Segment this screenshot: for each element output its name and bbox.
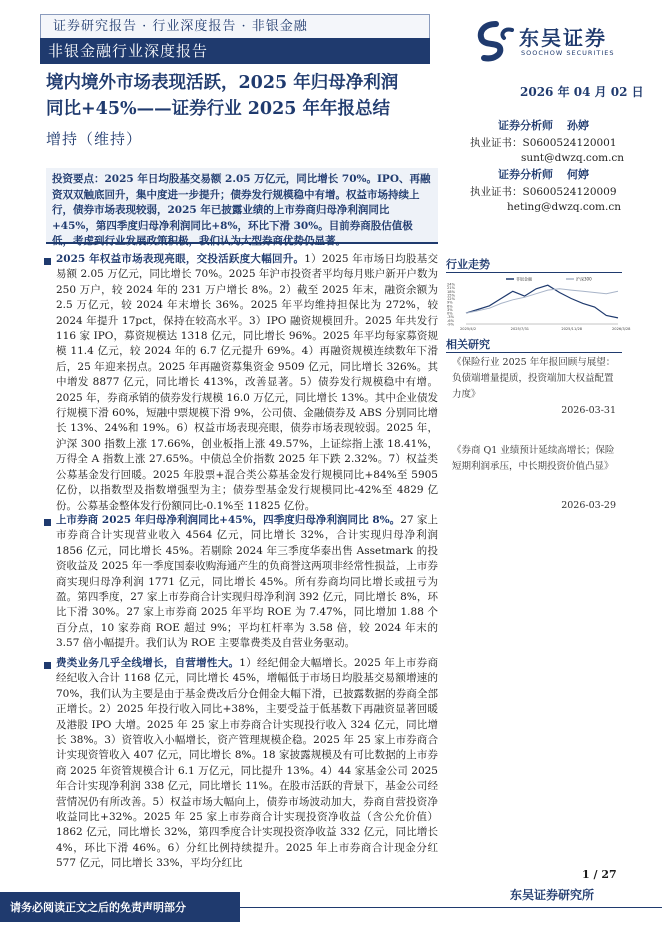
y-tick-label: 24% [447,282,455,287]
report-date: 2026 年 04 月 02 日 [520,85,644,99]
analyst-2-email[interactable]: heting@dwzq.com.cn [507,201,621,213]
chart-title: 行业走势 [446,258,490,271]
section-2-text: 27 家上市券商合计实现营业收入 4564 亿元，同比增长 32%，合计实现归母净利润 1856 亿元，同比增长 45%。若剔除 2024 年三季度华泰出售 Assetmark 的投资收益及 2025 年一季度国泰收购海通产生的负商誉这两项非经常性损益，上市券商实现归母净利润 1771 亿元，同比增长 45%。所有券商均同比增长或扭亏为盈。第四季度，27 家上市券商合计实现归母净利润 392 亿元，同比增长 8%，环比下滑 30%。27 家上市券商 2025 年平均 ROE 为 7.47%，同比增加 1.88 个百分点，10 家券商 ROE 超过 9%；平均杠杆率为 3.58 倍，较 2024 年末的 3.57 倍小幅提升。我们认为 ROE 主要靠费类及自营业务驱动。 [56,514,438,650]
breadcrumb: 证券研究报告 · 行业深度报告 · 非银金融 [40,14,430,38]
related-date: 2026-03-29 [561,500,616,511]
section-1-text: 1）2025 年市场日均股基交易额 2.05 万亿元，同比增长 70%。2025 年沪市投资者平均每月账户新开户数为 250 万户，较 2024 年的 231 万户增长 8%。2）截至 2025 年末，融资余额为 2.5 万亿元，较 2024 年末增长 36%。2025 年平均维持担保比为 272%，较 2024 年提升 17pct，保持在较高水平。3）IPO 融资规模回升。2025 年共发行 116 家 IPO，募资规模达 1318 亿元，同比增长 96%。2025 年平均每家募资规模 11.4 亿元，较 2024 年的 6.7 亿元提升 69%。4）再融资规模连续数年下滑后，25 年迎来拐点。2025 年再融资募集资金 9509 亿元，同比增长 326%。其中增发 8877 亿元，同比增长 413%，改善显著。5）债券发行规模稳中有增。2025 年，券商承销的债券发行规模 16.0 万亿元，同比增长 13%。其中企业债发行规模下滑 60%，短融中票规模下滑 9%，公司债、金融债券及 ABS 分别同比增长 13%、24%和 19%。6）权益市场表现亮眼，债券市场表现较弱。2025 年，沪深 300 指数上涨 17.66%，创业板指上涨 49.57%，上证综指上涨 18.41%，万得全 A 指数上涨 27.65%。中债总全价指数 2025 年下跌 2.32%。7）权益类公募基金发行回暖。2025 年股票+混合类公募基金发行规模同比+84%至 5905 亿份，以指数型及指数增强型为主；债券型基金发行规模同比-42%至 4829 亿份。公募基金整体发行份额同比-0.1%至 11825 亿份。 [56,253,438,512]
x-tick-label: 2026/3/28 [612,327,631,331]
rating: 增持（维持） [46,130,143,148]
y-tick-label: 21% [447,286,455,291]
disclaimer-note: 请务必阅读正文之后的免责声明部分 [10,901,186,914]
series-line-2 [466,289,618,313]
page-number: 1 / 27 [582,868,617,881]
y-tick-label: 18% [447,289,455,294]
legend-label: 非银金融 [516,276,532,282]
section-2 [56,513,438,650]
section-2-lead: 上市券商 2025 年归母净利润同比+45%，四季度归母净利润同比 8%。 [56,514,401,526]
analyst-1-email[interactable]: sunt@dwzq.com.cn [521,152,625,164]
y-tick-label: 9% [447,300,453,305]
y-tick-label: 12% [447,297,455,302]
analyst-2-cert: 执业证书：S0600524120009 [470,186,617,198]
y-tick-label: 0% [447,311,453,316]
y-tick-label: 3% [447,307,453,312]
legend-label: 沪深300 [576,276,592,282]
y-tick-label: -3% [447,315,454,320]
section-3 [56,656,438,872]
y-tick-label: 6% [447,304,453,309]
footer-rule [240,907,662,908]
footer-org: 东吴证券研究所 [510,888,595,902]
related-date: 2026-03-31 [561,405,616,416]
logo-text: 东吴证券 [519,26,607,50]
section-1-lead: 2025 年权益市场表现亮眼，交投活跃度大幅回升。 [56,253,305,265]
related-item[interactable]: 《保险行业 2025 年年报回顾与展望：负债端增量提质，投资端加大权益配置力度》 [452,357,616,400]
bullet-icon [44,258,51,265]
divider [446,272,622,273]
bullet-icon [44,519,51,526]
x-tick-label: 2025/4/2 [460,327,477,331]
report-title [46,70,446,122]
industry-trend-chart [446,276,631,340]
x-tick-label: 2025/7/31 [510,327,530,331]
summary-lead: 投资要点： [52,173,105,185]
y-tick-label: -9% [447,322,454,327]
analyst-2-role: 证券分析师 何婷 [498,168,589,181]
bullet-icon [44,662,51,669]
analyst-1-cert: 执业证书：S0600524120001 [470,137,617,149]
related-item[interactable]: 《券商 Q1 业绩预计延续高增长；保险短期利润承压，中长期投资价值凸显》 [452,445,615,472]
x-tick-label: 2025/11/28 [561,327,583,331]
summary-box [46,168,438,248]
related-title: 相关研究 [446,338,490,351]
section-3-text: 1）经纪佣金大幅增长。2025 年上市券商经纪收入合计 1168 亿元，同比增长 45%，增幅低于市场日均股基交易额增速的 70%，我们认为主要是由于基金费改后分仓佣金大幅下滑，已披露数据的券商全部正增长。2）2025 年投行收入同比+38%，主要受益于低基数下再融资显著回暖及港股 IPO 大增。2025 年 25 家上市券商合计实现投行收入 324 亿元，同比增长 38%。3）资管收入小幅增长，资产管理规模企稳。2025 年 25 家上市券商合计实现资管收入 407 亿元，同比增长 8%。18 家披露规模及有可比数据的上市券商 2025 年资管规模合计 6.1 万亿元，同比提升 13%。4）44 家基金公司 2025 年合计实现净利润 338 亿元，同比增长 11%。在股市活跃的背景下，基金公司经营情况仍有所改善。5）权益市场大幅向上，债券市场波动加大，券商自营投资净收益同比+32%。2025 年 25 家上市券商合计实现投资净收益（含公允价值）1862 亿元，同比增长 32%，第四季度合计实现投资净收益 332 亿元，同比增长 4%，环比下滑 46%。6）分红比例持续提升。2025 年上市券商合计现金分红 577 亿元，同比增长 33%，平均分红比 [56,657,438,870]
series-line-1 [466,285,618,318]
y-tick-label: 15% [447,293,455,298]
logo-subtext: SOOCHOW SECURITIES [521,49,615,57]
report-type-banner: 非银金融行业深度报告 [40,38,430,64]
title-line-1: 境内境外市场表现活跃，2025 年归母净利润 [46,73,399,93]
title-line-2: 同比+45%——证券行业 2025 年年报总结 [46,99,391,119]
summary-text: 2025 年日均股基交易额 2.05 万亿元，同比增长 70%。IPO、再融资双双触底回升，集中度进一步提升；债券发行规模稳中有增。权益市场持续上行，债券市场表现较弱，2025 年已披露业绩的上市券商归母净利润同比+45%，第四季度归母净利润同比+8%，环比下滑 30%。目前券商股估值极低，考虑到行业发展政策积极，我们认为大型券商优势仍显著。 [52,173,431,248]
section-1 [56,252,438,512]
divider [446,352,622,353]
section-3-lead: 费类业务几乎全线增长，自营增性大。 [56,657,240,669]
y-tick-label: -6% [447,318,454,323]
analyst-1-role: 证券分析师 孙婷 [498,119,589,132]
